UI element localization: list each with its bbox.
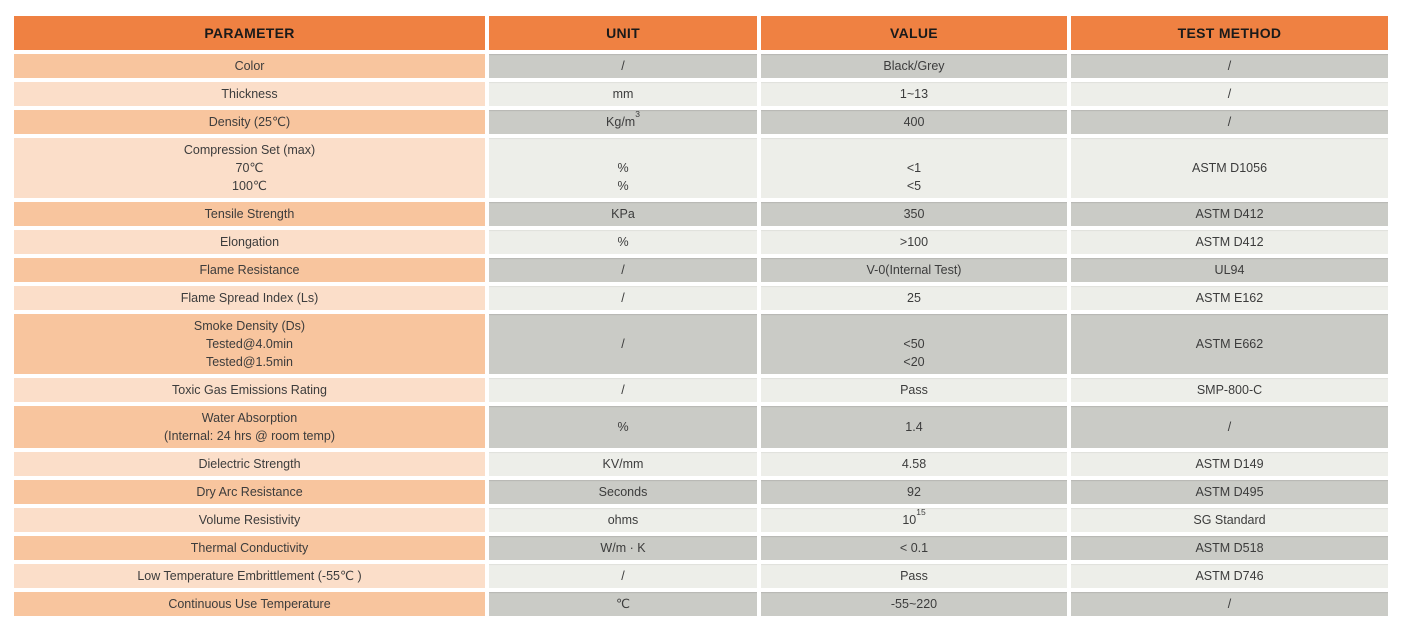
- cell-line: -55~220: [890, 597, 938, 611]
- parameter-cell: [14, 138, 485, 198]
- value-cell: [761, 452, 1067, 476]
- parameter-cell: [14, 536, 485, 560]
- cell-line: [912, 141, 915, 159]
- cell-line: %: [617, 235, 629, 249]
- test-method-cell: [1071, 378, 1388, 402]
- unit-cell: [489, 54, 757, 78]
- cell-line: /: [621, 59, 625, 73]
- table-row: [14, 286, 1388, 310]
- cell-line: Seconds: [598, 485, 648, 499]
- value-cell: [761, 286, 1067, 310]
- cell-line: Low Temperature Embrittlement (-55℃ ): [137, 569, 362, 583]
- unit-cell: [489, 82, 757, 106]
- table-row: [14, 508, 1388, 532]
- header-parameter: PARAMETER: [14, 16, 485, 50]
- unit-cell: [489, 452, 757, 476]
- cell-line: /: [1227, 87, 1232, 101]
- cell-line: <20: [903, 355, 925, 369]
- cell-line: Black/Grey: [883, 59, 945, 73]
- test-method-cell: [1071, 508, 1388, 532]
- cell-line: Toxic Gas Emissions Rating: [172, 383, 327, 397]
- parameter-cell: [14, 592, 485, 616]
- cell-line: /: [1227, 597, 1232, 611]
- cell-line: <1: [906, 161, 922, 175]
- cell-line: Smoke Density (Ds): [193, 319, 306, 333]
- cell-line: W/m · K: [600, 541, 646, 555]
- cell-line: 1~13: [899, 87, 929, 101]
- value-cell: [761, 406, 1067, 448]
- cell-line: ASTM D746: [1195, 569, 1264, 583]
- table-row: [14, 536, 1388, 560]
- cell-line: /: [1227, 420, 1232, 434]
- cell-line: ASTM E662: [1195, 337, 1264, 351]
- value-cell: [761, 508, 1067, 532]
- cell-line: Dry Arc Resistance: [196, 485, 303, 499]
- test-method-cell: [1071, 286, 1388, 310]
- cell-line: ASTM D518: [1195, 541, 1264, 555]
- unit-cell: [489, 110, 757, 134]
- value-cell: [761, 480, 1067, 504]
- cell-line: KV/mm: [602, 457, 644, 471]
- table-row: [14, 138, 1388, 198]
- table-row: [14, 202, 1388, 226]
- parameter-cell: [14, 202, 485, 226]
- table-row: [14, 54, 1388, 78]
- cell-line: KPa: [611, 207, 635, 221]
- value-cell: [761, 592, 1067, 616]
- unit-cell: [489, 508, 757, 532]
- table-row: [14, 452, 1388, 476]
- cell-line: mm: [612, 87, 634, 101]
- test-method-cell: [1071, 406, 1388, 448]
- header-test-method: TEST METHOD: [1071, 16, 1388, 50]
- test-method-cell: [1071, 258, 1388, 282]
- value-cell: [761, 110, 1067, 134]
- parameter-cell: [14, 508, 485, 532]
- value-cell: [761, 258, 1067, 282]
- cell-line: Flame Spread Index (Ls): [180, 291, 319, 305]
- cell-line: [621, 141, 624, 159]
- cell-line: /: [621, 569, 625, 583]
- cell-line: ohms: [607, 513, 639, 527]
- cell-line: Water Absorption: [201, 411, 298, 425]
- cell-line: $10^{15}$: [902, 506, 926, 527]
- value-cell: [761, 378, 1067, 402]
- table-row: [14, 230, 1388, 254]
- table-row: [14, 110, 1388, 134]
- unit-cell: [489, 202, 757, 226]
- value-cell: [761, 230, 1067, 254]
- table-row: [14, 592, 1388, 616]
- cell-line: ASTM D1056: [1191, 161, 1268, 175]
- cell-line: Thickness: [221, 87, 278, 101]
- cell-line: Continuous Use Temperature: [168, 597, 331, 611]
- test-method-cell: [1071, 564, 1388, 588]
- unit-cell: [489, 536, 757, 560]
- parameter-cell: [14, 480, 485, 504]
- table-row: [14, 314, 1388, 374]
- cell-line: 4.58: [901, 457, 927, 471]
- cell-line: Thermal Conductivity: [190, 541, 309, 555]
- cell-line: /: [621, 263, 625, 277]
- table-row: [14, 406, 1388, 448]
- parameter-cell: [14, 54, 485, 78]
- value-cell: [761, 536, 1067, 560]
- cell-line: 70℃: [235, 161, 264, 175]
- cell-line: <5: [906, 179, 922, 193]
- test-method-cell: [1071, 452, 1388, 476]
- value-cell: [761, 202, 1067, 226]
- test-method-cell: [1071, 314, 1388, 374]
- cell-line: Compression Set (max): [183, 143, 316, 157]
- test-method-cell: [1071, 230, 1388, 254]
- cell-line: Pass: [900, 569, 928, 583]
- cell-line: Density (25℃): [208, 115, 291, 129]
- cell-line: %: [617, 179, 629, 193]
- cell-line: <50: [903, 337, 925, 351]
- cell-line: Elongation: [219, 235, 280, 249]
- parameter-cell: [14, 378, 485, 402]
- cell-line: Volume Resistivity: [198, 513, 301, 527]
- cell-line: SG Standard: [1193, 513, 1266, 527]
- cell-line: ASTM D412: [1195, 235, 1264, 249]
- cell-line: $Kg/m^3$: [606, 108, 640, 129]
- unit-cell: [489, 564, 757, 588]
- cell-line: < 0.1: [899, 541, 929, 555]
- table-body: [14, 54, 1388, 616]
- value-cell: [761, 564, 1067, 588]
- cell-line: >100: [899, 235, 929, 249]
- header-value: VALUE: [761, 16, 1067, 50]
- unit-cell: [489, 314, 757, 374]
- cell-line: Color: [234, 59, 265, 73]
- test-method-cell: [1071, 202, 1388, 226]
- cell-line: %: [617, 420, 629, 434]
- header-unit: UNIT: [489, 16, 757, 50]
- test-method-cell: [1071, 480, 1388, 504]
- unit-cell: [489, 138, 757, 198]
- parameter-cell: [14, 110, 485, 134]
- value-cell: [761, 54, 1067, 78]
- table-row: [14, 564, 1388, 588]
- cell-line: 100℃: [232, 179, 267, 193]
- test-method-cell: [1071, 110, 1388, 134]
- parameter-cell: [14, 82, 485, 106]
- cell-line: Pass: [900, 383, 928, 397]
- cell-line: 400: [903, 115, 925, 129]
- test-method-cell: [1071, 54, 1388, 78]
- cell-line: Tested@4.0min: [205, 337, 294, 351]
- table-row: [14, 378, 1388, 402]
- cell-line: UL94: [1214, 263, 1245, 277]
- test-method-cell: [1071, 536, 1388, 560]
- unit-cell: [489, 480, 757, 504]
- cell-line: /: [1227, 115, 1232, 129]
- unit-cell: [489, 406, 757, 448]
- cell-line: ASTM E162: [1195, 291, 1264, 305]
- cell-line: /: [1227, 59, 1232, 73]
- test-method-cell: [1071, 592, 1388, 616]
- parameter-cell: [14, 314, 485, 374]
- parameter-cell: [14, 564, 485, 588]
- cell-line: ASTM D412: [1195, 207, 1264, 221]
- parameter-cell: [14, 406, 485, 448]
- parameter-cell: [14, 258, 485, 282]
- cell-line: Dielectric Strength: [198, 457, 301, 471]
- value-cell: [761, 82, 1067, 106]
- cell-line: Flame Resistance: [199, 263, 300, 277]
- unit-cell: [489, 378, 757, 402]
- cell-line: 25: [907, 291, 921, 305]
- table-row: [14, 82, 1388, 106]
- test-method-cell: [1071, 82, 1388, 106]
- cell-line: %: [617, 161, 629, 175]
- unit-cell: [489, 592, 757, 616]
- cell-line: /: [621, 291, 625, 305]
- unit-cell: [489, 258, 757, 282]
- cell-line: /: [621, 337, 625, 351]
- cell-line: Tested@1.5min: [205, 355, 294, 369]
- cell-line: ASTM D495: [1195, 485, 1264, 499]
- parameter-cell: [14, 452, 485, 476]
- unit-cell: [489, 230, 757, 254]
- cell-line: /: [621, 383, 625, 397]
- value-cell: [761, 138, 1067, 198]
- unit-cell: [489, 286, 757, 310]
- cell-line: ℃: [615, 597, 631, 611]
- parameter-cell: [14, 286, 485, 310]
- table-row: [14, 258, 1388, 282]
- cell-line: Tensile Strength: [204, 207, 295, 221]
- parameter-cell: [14, 230, 485, 254]
- cell-line: 350: [903, 207, 925, 221]
- cell-line: V-0(Internal Test): [866, 263, 962, 277]
- cell-line: 1.4: [905, 420, 923, 434]
- table-row: [14, 480, 1388, 504]
- table-header-row: [14, 16, 1388, 50]
- cell-line: SMP-800-C: [1196, 383, 1263, 397]
- cell-line: [912, 317, 915, 335]
- cell-line: ASTM D149: [1195, 457, 1264, 471]
- test-method-cell: [1071, 138, 1388, 198]
- value-cell: [761, 314, 1067, 374]
- cell-line: (Internal: 24 hrs @ room temp): [163, 429, 336, 443]
- cell-line: 92: [907, 485, 921, 499]
